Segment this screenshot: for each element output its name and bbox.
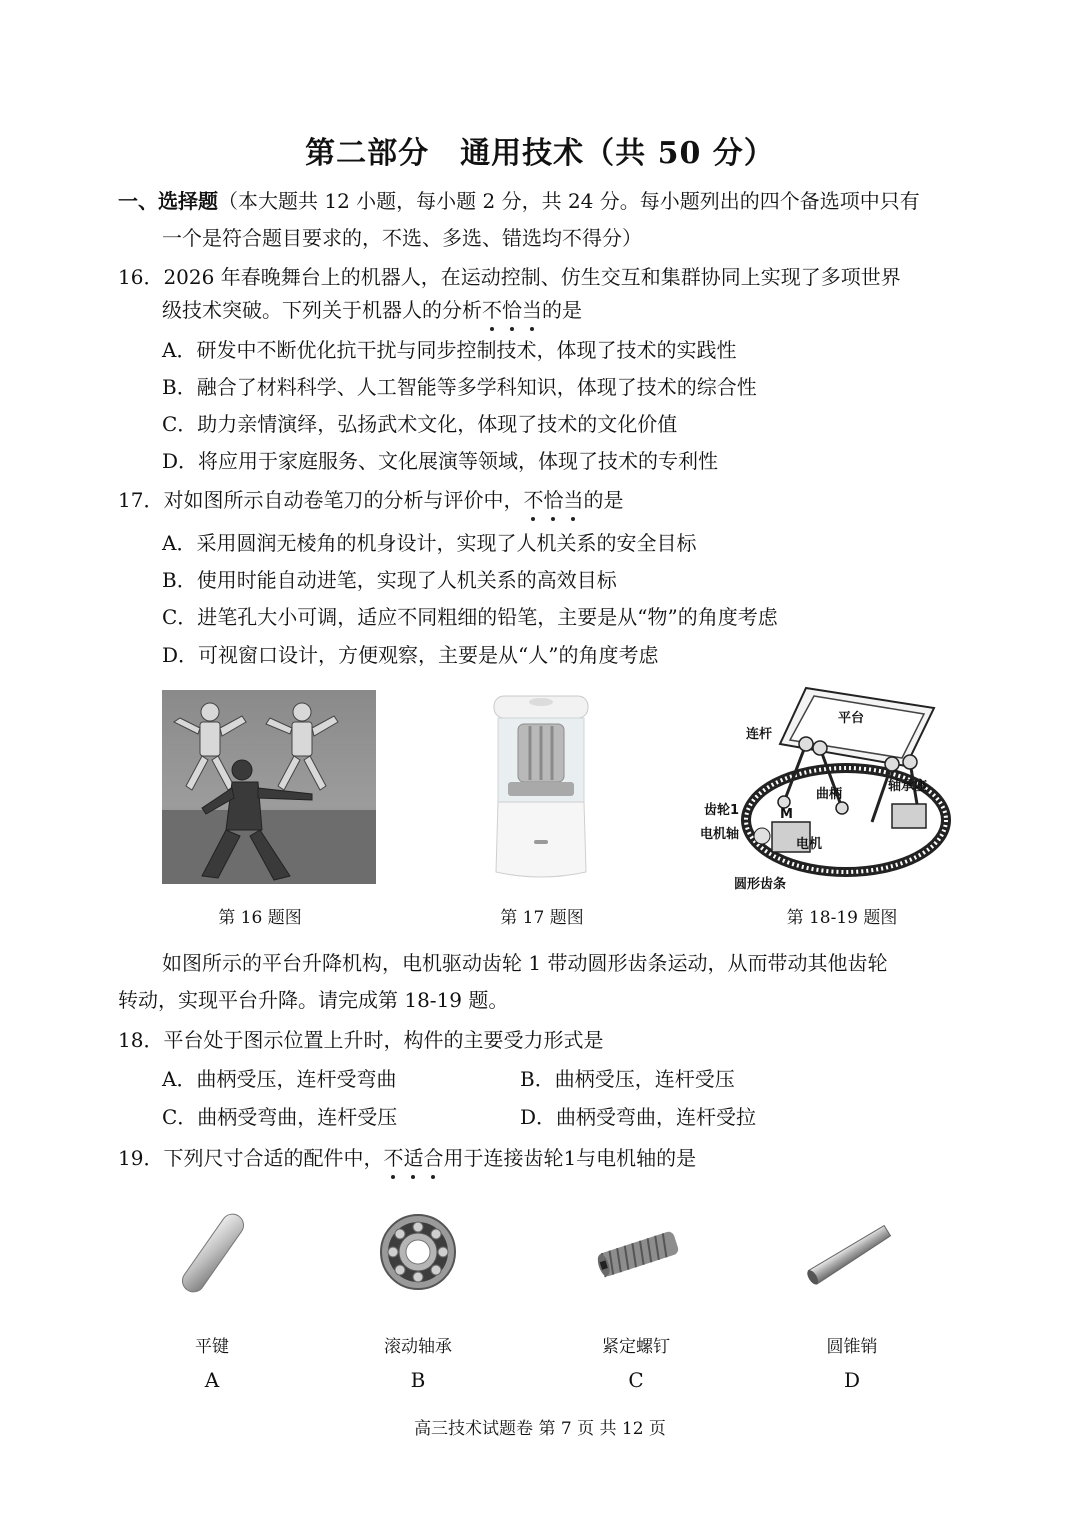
intro-1819-line1: 如图所示的平台升降机构，电机驱动齿轮 1 带动圆形齿条运动，从而带动其他齿轮 bbox=[162, 951, 888, 975]
diagram-label-bearing-seat: 轴承座 bbox=[888, 779, 928, 794]
q18-option-c: C．曲柄受弯曲，连杆受压 bbox=[162, 1105, 398, 1129]
diagram-label-motor-shaft: 电机轴 bbox=[700, 827, 740, 842]
diagram-label-gear1: 齿轮1 bbox=[704, 803, 740, 818]
intro-1819-line2: 转动，实现平台升降。请完成第 18-19 题。 bbox=[118, 988, 509, 1012]
q17-stem-post: 的是 bbox=[583, 488, 624, 512]
q16-line2-post: 的是 bbox=[542, 298, 582, 322]
q19-stem-post: 用于连接齿轮1与电机轴的是 bbox=[443, 1146, 697, 1170]
section-heading bbox=[118, 188, 920, 214]
part-d-letter: D bbox=[843, 1368, 861, 1392]
section-label: 一、选择题 bbox=[118, 189, 218, 213]
q16-option-b: B．融合了材料科学、人工智能等多学科知识，体现了技术的综合性 bbox=[162, 375, 757, 399]
q16-line2 bbox=[162, 297, 582, 323]
q19-emph-2: 适 bbox=[403, 1146, 424, 1170]
q17-option-c: C．进笔孔大小可调，适应不同粗细的铅笔，主要是从“物”的角度考虑 bbox=[162, 605, 778, 629]
page-title: 第二部分 通用技术（共 50 分） bbox=[305, 136, 775, 171]
q18-option-d: D．曲柄受弯曲，连杆受拉 bbox=[520, 1105, 757, 1129]
section-instructions-1: （本大题共 12 小题，每小题 2 分，共 24 分。每小题列出的四个备选项中只有 bbox=[218, 189, 920, 213]
q17-stem bbox=[118, 487, 623, 513]
q18-option-b: B．曲柄受压，连杆受压 bbox=[520, 1067, 735, 1091]
q16-option-d: D．将应用于家庭服务、文化展演等领域，体现了技术的专利性 bbox=[162, 449, 719, 473]
q17-option-a: A．采用圆润无棱角的机身设计，实现了人机关系的安全目标 bbox=[162, 531, 697, 555]
diagram-label-motor: 电机 bbox=[796, 837, 823, 852]
q16-option-a: A．研发中不断优化抗干扰与同步控制技术，体现了技术的实践性 bbox=[162, 338, 737, 362]
diagram-label-rack: 圆形齿条 bbox=[734, 877, 787, 892]
q19-emph-3: 合 bbox=[423, 1146, 444, 1170]
part-c-letter: C bbox=[628, 1368, 644, 1392]
part-b-name: 滚动轴承 bbox=[384, 1337, 452, 1357]
part-a-letter: A bbox=[204, 1368, 220, 1392]
section-instructions-2: 一个是符合题目要求的，不选、多选、错选均不得分） bbox=[162, 226, 642, 250]
q16-line1: 16．2026 年春晚舞台上的机器人，在运动控制、仿生交互和集群协同上实现了多项世界 bbox=[118, 265, 901, 289]
part-d-name: 圆锥销 bbox=[826, 1337, 878, 1357]
q18-option-a: A．曲柄受压，连杆受弯曲 bbox=[162, 1067, 397, 1091]
q16-emph-1: 不 bbox=[482, 298, 502, 322]
fig16-robot-photo bbox=[162, 690, 376, 884]
q19-stem-pre: 19．下列尺寸合适的配件中， bbox=[118, 1146, 384, 1170]
fig16-caption: 第 16 题图 bbox=[218, 908, 302, 928]
diagram-label-link: 连杆 bbox=[746, 727, 773, 742]
part-taper-pin-image bbox=[800, 1214, 900, 1294]
q17-emph-1: 不 bbox=[523, 488, 544, 512]
q17-emph-3: 当 bbox=[563, 488, 584, 512]
q16-line2-pre: 级技术突破。下列关于机器人的分析 bbox=[162, 298, 482, 322]
q19-emph-1: 不 bbox=[383, 1146, 404, 1170]
q19-stem bbox=[118, 1145, 696, 1171]
part-rolling-bearing-image bbox=[378, 1212, 458, 1292]
part-c-name: 紧定螺钉 bbox=[602, 1337, 670, 1357]
q16-emph-2: 恰 bbox=[502, 298, 522, 322]
fig1819-mechanism-diagram bbox=[696, 682, 958, 896]
part-a-name: 平键 bbox=[195, 1337, 229, 1357]
q16-option-c: C．助力亲情演绎，弘扬武术文化，体现了技术的文化价值 bbox=[162, 412, 678, 436]
q17-option-d: D．可视窗口设计，方便观察，主要是从“人”的角度考虑 bbox=[162, 643, 659, 667]
part-b-letter: B bbox=[410, 1368, 426, 1392]
fig17-caption: 第 17 题图 bbox=[500, 908, 584, 928]
q18-stem: 18．平台处于图示位置上升时，构件的主要受力形式是 bbox=[118, 1028, 604, 1052]
part-flat-key-image bbox=[168, 1208, 258, 1298]
fig17-sharpener-photo bbox=[456, 690, 626, 884]
diagram-label-motor-m: M bbox=[780, 807, 793, 822]
q17-emph-2: 恰 bbox=[543, 488, 564, 512]
diagram-label-crank: 曲柄 bbox=[816, 787, 843, 802]
fig1819-caption: 第 18-19 题图 bbox=[786, 908, 898, 928]
diagram-label-platform: 平台 bbox=[838, 711, 865, 726]
page-footer: 高三技术试题卷 第 7 页 共 12 页 bbox=[414, 1419, 666, 1439]
q17-option-b: B．使用时能自动进笔，实现了人机关系的高效目标 bbox=[162, 568, 617, 592]
q17-stem-pre: 17．对如图所示自动卷笔刀的分析与评价中， bbox=[118, 488, 524, 512]
q16-emph-3: 当 bbox=[522, 298, 542, 322]
part-set-screw-image bbox=[590, 1222, 686, 1286]
